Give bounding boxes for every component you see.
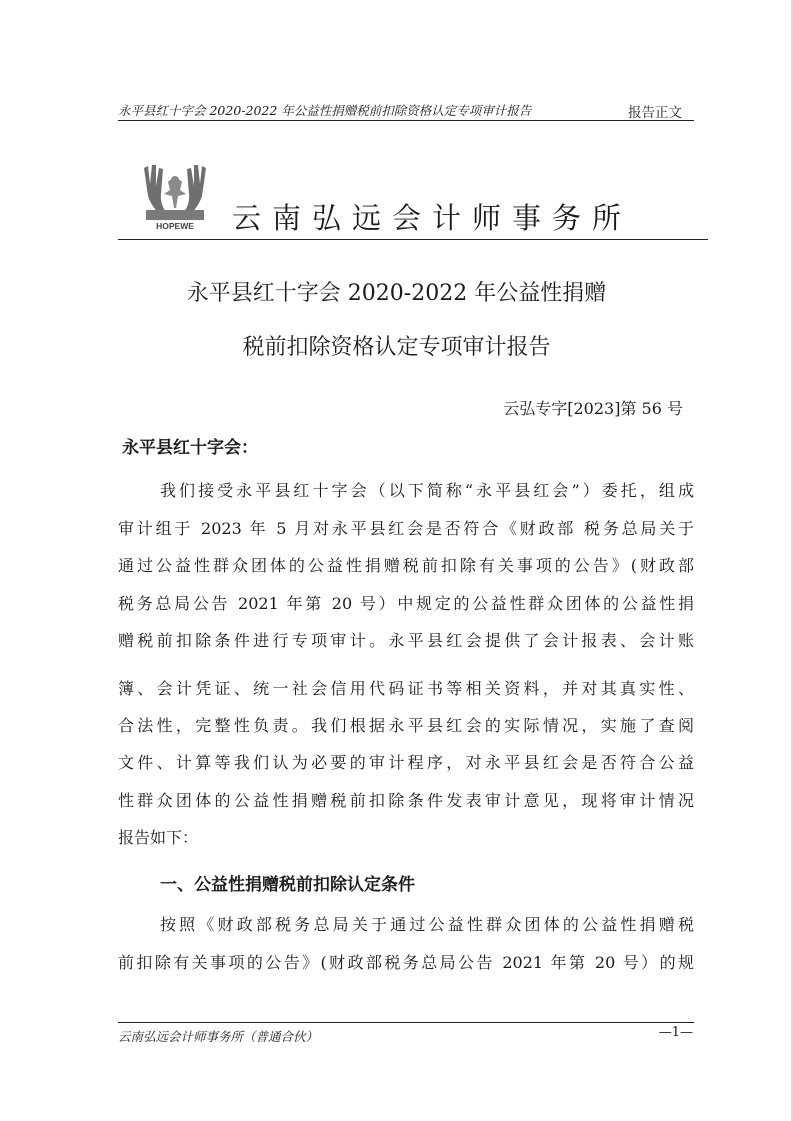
running-header-title: 永平县红十字会 2020-2022 年公益性捐赠税前扣除资格认定专项审计报告 xyxy=(118,103,532,118)
paragraph-line: 通过公益性群众团体的公益性捐赠税前扣除有关事项的公告》(财政部 xyxy=(118,556,694,575)
document-number: 云弘专字[2023]第 56 号 xyxy=(503,399,683,418)
svg-text:HOPEWE: HOPEWE xyxy=(156,221,194,231)
firm-name: 云南弘远会计师事务所 xyxy=(232,201,633,235)
paragraph-line: 赠税前扣除条件进行专项审计。永平县红会提供了会计报表、会计账 xyxy=(118,631,694,650)
hands-logo-icon xyxy=(140,160,210,232)
paragraph-line: 税务总局公告 2021 年第 20 号）中规定的公益性群众团体的公益性捐 xyxy=(118,594,694,613)
paragraph-line: 性群众团体的公益性捐赠税前扣除条件发表审计意见，现将审计情况 xyxy=(118,791,694,810)
paragraph-line: 簿、会计凭证、统一社会信用代码证书等相关资料，并对其真实性、 xyxy=(118,679,694,698)
report-title-line-2: 税前扣除资格认定专项审计报告 xyxy=(242,335,551,360)
paragraph-line: 审计组于 2023 年 5 月对永平县红会是否符合《财政部 税务总局关于 xyxy=(118,519,694,538)
paragraph-line: 文件、计算等我们认为必要的审计程序，对永平县红会是否符合公益 xyxy=(118,753,694,772)
firm-logo xyxy=(140,160,210,232)
paragraph-line: 我们接受永平县红十字会（以下简称“永平县红会”）委托，组成 xyxy=(160,481,694,500)
addressee: 永平县红十字会： xyxy=(122,438,258,458)
paragraph-line: 按照《财政部税务总局关于通过公益性群众团体的公益性捐赠税 xyxy=(160,915,694,934)
footer-firm: 云南弘远会计师事务所（普通合伙） xyxy=(118,1029,319,1044)
footer-rule xyxy=(118,1022,694,1023)
paragraph-line: 报告如下： xyxy=(118,828,199,847)
section-heading: 一、公益性捐赠税前扣除认定条件 xyxy=(160,875,415,895)
letterhead-rule xyxy=(118,239,708,240)
report-title-line-1: 永平县红十字会 2020-2022 年公益性捐赠 xyxy=(186,281,607,306)
paragraph-line: 前扣除有关事项的公告》(财政部税务总局公告 2021 年第 20 号）的规 xyxy=(118,953,694,972)
running-header-section: 报告正文 xyxy=(628,105,682,121)
running-header xyxy=(118,99,694,121)
header-rule xyxy=(118,120,694,121)
page-number: —1— xyxy=(658,1025,693,1040)
paragraph-line: 合法性，完整性负责。我们根据永平县红会的实际情况，实施了查阅 xyxy=(118,716,694,735)
